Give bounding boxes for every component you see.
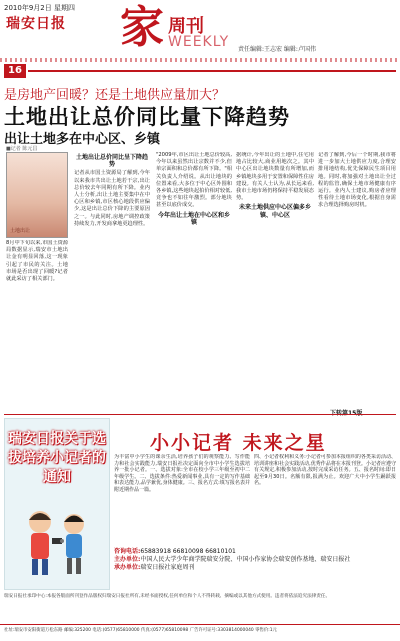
article-column-2 — [74, 152, 150, 364]
section-heading: 今年出让土地在中心区和乡镇 — [157, 211, 230, 226]
column-text: "2009年,市区出让土地总价较高,今年以来虽然出让宗数并不少,但单宗面积和总价都有所下降。"相关负责人介绍说。从出让地块的位置来看,大多位于中心区外围和各乡镇,这些地块起拍价相对较低,竞争也不如往年激烈。部分地块甚至以底价成交。 — [156, 152, 232, 209]
newspaper-logo: 瑞安日报 — [6, 16, 66, 32]
article-headline: 土地出让总价同比量下降趋势 — [4, 105, 290, 129]
section-heading: 未来土地供应中心区偏多乡镇、中心区 — [238, 204, 311, 219]
contact-phone-label: 咨询电话: — [114, 548, 141, 555]
page-number: 16 — [4, 64, 26, 78]
header-rule — [28, 70, 396, 72]
footer-imprint: 社址:瑞安市安阳街道万松东路 邮编:325200 电话:(0577)65810000 传真:(0577)65810098 广告许可证号:3303814000040 零售价:1元 — [0, 624, 400, 633]
section-divider — [4, 414, 396, 415]
promo-banner: 小小记者 未来之星 — [150, 432, 327, 454]
section-label: 周刊 — [168, 16, 204, 37]
contact-org: 瑞安日报社家庭周刊 — [140, 564, 195, 571]
article-column-4 — [236, 152, 314, 364]
contact-phone: 65883918 66810098 66810101 — [140, 548, 236, 555]
article-photo — [6, 152, 68, 238]
article-kicker: 是房地产回暖？还是土地供应量加大？ — [4, 88, 226, 103]
promo-panel-title: 瑞安日报关于选拔培养小记者的通知 — [8, 431, 106, 485]
article-column-3 — [156, 152, 232, 364]
issue-date: 2010年9月2日 星期四 — [4, 4, 75, 12]
section-heading: 土地出让总价同比呈下降趋势 — [75, 154, 148, 169]
contact-org-label: 承办单位: — [114, 564, 141, 571]
contact-host-label: 主办单位: — [114, 556, 141, 563]
article-column-1: 8月中下旬以来,市国土资源局数据显示,瑞安市土地出让金有明显回落,这一现象引起了市民的关注。土地市场是否出现了回暖?记者就此采访了相关部门。 — [6, 240, 68, 283]
section-character: 家 — [120, 2, 164, 53]
contact-host-row — [114, 556, 396, 564]
article-subhead: 出让土地多在中心区、乡镇 — [4, 132, 161, 147]
decorative-dot-band — [0, 58, 400, 62]
article-byline: ■记者 陈元昌 — [6, 146, 38, 152]
contact-org-row — [114, 564, 396, 572]
notice-column-1: 为丰富中小学生的课余生活,培养孩子们的观察能力、写作能力和社会实践能力,瑞安日报社决定面向全市中小学生选拔培养一批小记者。一、选拔对象:全市在校小学三年级至初中二年级学生。二、选拔条件:热爱新闻事业,具有一定的写作基础和表达能力,品学兼优,身体健康。三、报名方式:填写报名表并附近期作品一篇。 — [114, 454, 250, 493]
footer-notice: 瑞安日报社承印中心:本报各版面所刊登作品版权归瑞安日报社所有,未经书面授权,任何单位和个人不得转载、摘编或以其他方式使用。违者将依法追究法律责任。 — [4, 594, 331, 599]
column-text: 记者从市国土资源局了解到,今年以来我市共出让土地若干宗,出让总价较去年同期有所下降。业内人士分析,出让土地主要集中在中心区和乡镇,市区核心地段供应偏少,这是出让总价下降的主要原因之一。与此同时,房地产调控政策持续发力,开发商拿地更趋理性。 — [74, 170, 150, 227]
photo-caption: 土地出让 — [10, 228, 31, 234]
contact-host: 中国人民大学少年商学院瑞安分院、中国小作家协会瑞安创作基地、瑞安日报社 — [140, 556, 351, 563]
contact-phone-row — [114, 548, 396, 556]
article-column-5: 记者了解到,今后一个时期,我市将进一步加大土地供应力度,合理安排用地结构,优先保障民生项目用地。同时,将加强对土地出让全过程的监管,确保土地市场健康有序运行。业内人士建议,购房者应理性看待土地市场变化,根据自身需求合理选择购房时机。 — [318, 152, 396, 209]
editor-credits: 责任编辑:王志宏 编辑:卢国伟 — [238, 46, 316, 53]
contact-block — [114, 548, 396, 572]
notice-column-2: 四、小记者权利和义务:小记者可参加本报组织的各类采访活动、培训讲座和社会实践活动,优秀作品将在本报刊登。小记者应遵守有关规定,积极参加活动,按时完成采访任务。五、报名时间:即日起至9月30日。名额有限,报满为止。欢迎广大中小学生踊跃报名。 — [254, 454, 396, 487]
column-text: 据统计,今年出让的土地中,住宅用地占比较大,商业用地次之。其中中心区出让地块数量有所增加,而乡镇地块多用于安置和保障性住房建设。有关人士认为,从长远来看,我市土地市场仍将保持平稳发展态势。 — [236, 152, 314, 202]
continued-note — [330, 408, 362, 417]
kid-reporter-illustration — [10, 500, 104, 580]
section-english: WEEKLY — [168, 34, 230, 50]
